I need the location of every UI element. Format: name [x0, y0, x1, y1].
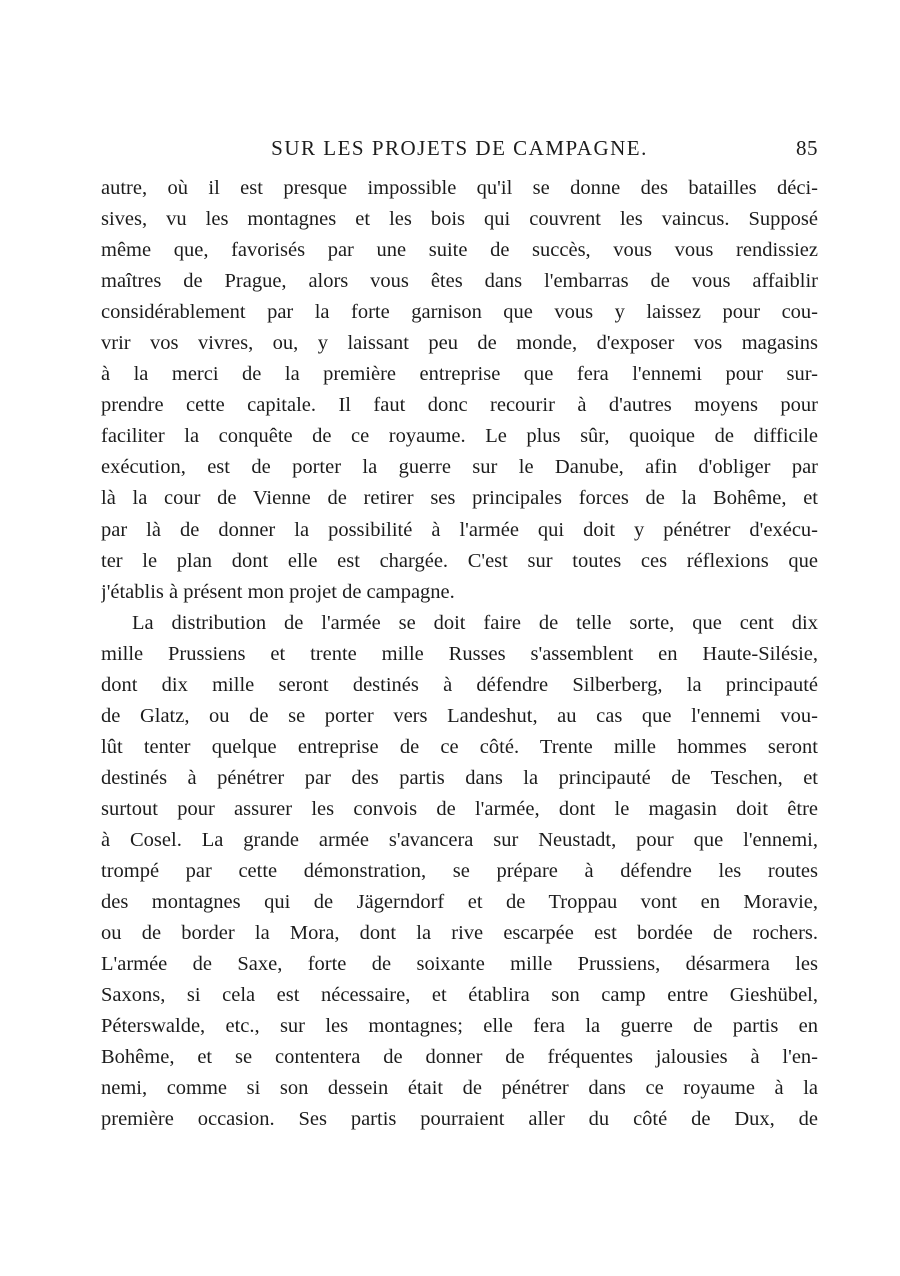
body-text: [101, 173, 818, 1135]
text-line: maîtres de Prague, alors vous êtes dans l'embarras de vous affaiblir: [101, 270, 818, 293]
text-line: première occasion. Ses partis pourraient aller du côté de Dux, de: [101, 1108, 818, 1131]
text-line: Péterswalde, etc., sur les montagnes; elle fera la guerre de partis en: [101, 1015, 818, 1038]
text-line: Bohême, et se contentera de donner de fréquentes jalousies à l'en-: [101, 1046, 818, 1069]
text-line: de Glatz, ou de se porter vers Landeshut, au cas que l'ennemi vou-: [101, 704, 818, 727]
page-number: 85: [796, 136, 818, 160]
text-line: par là de donner la possibilité à l'armée qui doit y pénétrer d'exécu-: [101, 518, 818, 541]
text-line: vrir vos vivres, ou, y laissant peu de monde, d'exposer vos magasins: [101, 332, 818, 355]
text-line: ter le plan dont elle est chargée. C'est sur toutes ces réflexions que: [101, 549, 818, 572]
running-title: SUR LES PROJETS DE CAMPAGNE.: [271, 136, 648, 160]
text-line: trompé par cette démonstration, se prépare à défendre les routes: [101, 860, 818, 883]
text-line: des montagnes qui de Jägerndorf et de Troppau vont en Moravie,: [101, 891, 818, 914]
text-line: La distribution de l'armée se doit faire de telle sorte, que cent dix: [132, 611, 818, 634]
text-line: Saxons, si cela est nécessaire, et établira son camp entre Gieshübel,: [101, 984, 818, 1007]
text-line: mille Prussiens et trente mille Russes s'assemblent en Haute-Silésie,: [101, 642, 818, 665]
text-line: L'armée de Saxe, forte de soixante mille Prussiens, désarmera les: [101, 953, 818, 976]
text-line: exécution, est de porter la guerre sur le Danube, afin d'obliger par: [101, 456, 818, 479]
text-line: dont dix mille seront destinés à défendre Silberberg, la principauté: [101, 673, 818, 696]
running-head: [101, 133, 818, 163]
text-line: là la cour de Vienne de retirer ses principales forces de la Bohême, et: [101, 487, 818, 510]
paragraph-2: [101, 608, 818, 1136]
text-line: prendre cette capitale. Il faut donc recourir à d'autres moyens pour: [101, 394, 818, 417]
text-line: considérablement par la forte garnison que vous y laissez pour cou-: [101, 301, 818, 324]
text-line: sives, vu les montagnes et les bois qui couvrent les vaincus. Supposé: [101, 208, 818, 231]
text-line: destinés à pénétrer par des partis dans la principauté de Teschen, et: [101, 766, 818, 789]
text-line: ou de border la Mora, dont la rive escarpée est bordée de rochers.: [101, 922, 818, 945]
text-line: même que, favorisés par une suite de succès, vous vous rendissiez: [101, 239, 818, 262]
text-line: autre, où il est presque impossible qu'il se donne des batailles déci-: [101, 177, 818, 199]
text-line: faciliter la conquête de ce royaume. Le plus sûr, quoique de difficile: [101, 425, 818, 448]
text-line: à la merci de la première entreprise que fera l'ennemi pour sur-: [101, 363, 818, 386]
paragraph-1: [101, 173, 818, 608]
text-line: nemi, comme si son dessein était de pénétrer dans ce royaume à la: [101, 1077, 818, 1100]
text-line: lût tenter quelque entreprise de ce côté. Trente mille hommes seront: [101, 735, 818, 758]
text-line: à Cosel. La grande armée s'avancera sur Neustadt, pour que l'ennemi,: [101, 828, 818, 851]
text-line: surtout pour assurer les convois de l'armée, dont le magasin doit être: [101, 797, 818, 820]
text-line: j'établis à présent mon projet de campagne.: [101, 580, 455, 603]
